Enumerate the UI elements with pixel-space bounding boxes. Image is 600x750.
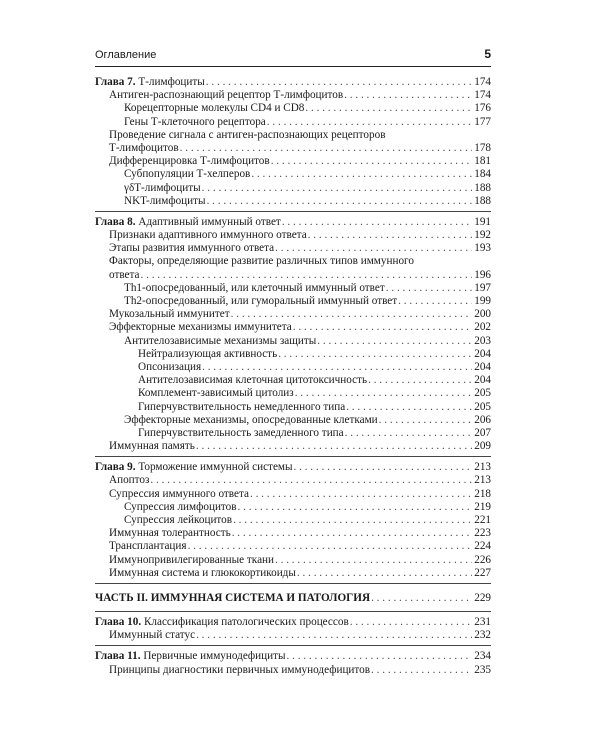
toc-page-number: 199 bbox=[474, 295, 491, 307]
toc-entry-title: Антиген-распознающий рецептор Т-лимфоцитов bbox=[109, 89, 344, 102]
toc-entry[interactable] bbox=[95, 527, 491, 540]
dot-leader bbox=[295, 387, 472, 400]
dot-leader bbox=[346, 401, 472, 414]
table-of-contents bbox=[95, 76, 491, 684]
dot-leader bbox=[317, 335, 472, 348]
dot-leader bbox=[386, 282, 472, 295]
toc-entry[interactable] bbox=[95, 116, 491, 129]
toc-page-number: 213 bbox=[474, 461, 491, 474]
dot-leader bbox=[282, 216, 472, 229]
toc-page-number: 223 bbox=[474, 527, 491, 540]
toc-entry-label bbox=[138, 361, 201, 374]
toc-entry-title: Т-лимфоциты bbox=[138, 76, 205, 88]
toc-page-number: 218 bbox=[474, 487, 491, 500]
dot-leader bbox=[196, 629, 472, 642]
toc-section bbox=[95, 588, 491, 612]
chapter-prefix: Глава 8. bbox=[95, 215, 136, 228]
toc-section bbox=[95, 616, 491, 646]
toc-entry[interactable] bbox=[95, 567, 491, 580]
toc-entry-title: Иммунная толерантность bbox=[109, 527, 231, 540]
dot-leader bbox=[368, 374, 472, 387]
toc-entry-title: Дифференцировка Т-лимфоцитов bbox=[109, 155, 270, 168]
dot-leader bbox=[350, 616, 472, 629]
toc-page-number: 209 bbox=[474, 440, 491, 453]
header-rule bbox=[95, 66, 491, 67]
toc-entry-title: Т-лимфоцитов bbox=[109, 141, 179, 154]
toc-entry-label bbox=[109, 474, 149, 487]
toc-entry[interactable] bbox=[95, 488, 491, 501]
toc-page-number: 219 bbox=[474, 500, 491, 513]
toc-entry-text-line: Факторы, определяющие развитие различных типов иммунного bbox=[109, 255, 414, 268]
toc-entry-label bbox=[109, 269, 140, 282]
toc-chapter-entry[interactable] bbox=[95, 650, 491, 663]
toc-entry[interactable] bbox=[95, 229, 491, 242]
toc-page-number: 235 bbox=[474, 663, 491, 676]
toc-entry-label bbox=[109, 664, 370, 677]
dot-leader bbox=[271, 155, 472, 168]
toc-entry[interactable] bbox=[95, 282, 491, 295]
toc-entry[interactable] bbox=[95, 664, 491, 677]
toc-entry-label bbox=[124, 295, 397, 308]
toc-entry[interactable] bbox=[95, 195, 491, 208]
header-title: Оглавление bbox=[95, 49, 157, 61]
toc-page-number: 200 bbox=[474, 308, 491, 321]
toc-page-number: 178 bbox=[474, 141, 491, 154]
toc-entry-label bbox=[124, 102, 304, 115]
toc-page-number: 231 bbox=[474, 615, 491, 628]
toc-entry-title: Гиперчувствительность замедленного типа bbox=[138, 426, 344, 439]
toc-page-number: 193 bbox=[474, 242, 491, 255]
toc-entry-label bbox=[124, 168, 250, 181]
chapter-prefix: Глава 11. bbox=[95, 650, 141, 663]
toc-chapter-entry[interactable] bbox=[95, 216, 491, 229]
dot-leader bbox=[294, 461, 472, 474]
dot-leader bbox=[196, 440, 472, 453]
toc-page-number: 206 bbox=[474, 413, 491, 426]
toc-entry-title: Супрессия лимфоцитов bbox=[124, 500, 237, 513]
toc-page-number: 205 bbox=[474, 387, 491, 400]
toc-page-number: 174 bbox=[474, 89, 491, 102]
dot-leader bbox=[238, 501, 472, 514]
toc-entry[interactable] bbox=[95, 102, 491, 115]
toc-entry-title: Принципы диагностики первичных иммунодефицитов bbox=[109, 663, 371, 676]
toc-entry-label bbox=[109, 440, 195, 453]
toc-entry-title: Иммунный статус bbox=[109, 629, 196, 642]
chapter-prefix: Глава 10. bbox=[95, 615, 142, 628]
dot-leader bbox=[278, 348, 472, 361]
toc-entry[interactable] bbox=[95, 308, 491, 321]
toc-entry-label bbox=[124, 116, 266, 129]
toc-entry-label bbox=[109, 540, 187, 553]
toc-entry-label bbox=[109, 527, 231, 540]
toc-chapter-entry[interactable] bbox=[95, 76, 491, 89]
toc-entry-title: Классификация патологических процессов bbox=[143, 615, 349, 628]
dot-leader bbox=[233, 514, 472, 527]
toc-entry-label bbox=[95, 76, 205, 89]
toc-entry[interactable] bbox=[95, 427, 491, 440]
toc-entry-label bbox=[124, 514, 232, 527]
toc-section bbox=[95, 461, 491, 584]
dot-leader bbox=[297, 567, 472, 580]
toc-entry-title: Гены Т-клеточного рецептора bbox=[124, 115, 266, 128]
toc-entry-label bbox=[124, 335, 316, 348]
toc-entry-title: Торможение иммунной системы bbox=[138, 461, 293, 474]
dot-leader bbox=[250, 488, 472, 501]
dot-leader bbox=[141, 269, 472, 282]
toc-page-number: 221 bbox=[474, 514, 491, 526]
dot-leader bbox=[275, 242, 472, 255]
toc-page-number: 188 bbox=[474, 181, 491, 194]
toc-entry-title: Корецепторные молекулы CD4 и CD8 bbox=[124, 102, 305, 115]
toc-entry[interactable] bbox=[95, 540, 491, 553]
toc-entry-label bbox=[138, 427, 344, 440]
toc-entry-label bbox=[124, 414, 378, 427]
toc-entry[interactable] bbox=[95, 474, 491, 487]
toc-section bbox=[95, 650, 491, 679]
toc-entry-label bbox=[138, 374, 367, 387]
toc-entry-label bbox=[95, 461, 293, 474]
toc-entry[interactable] bbox=[95, 401, 491, 414]
toc-page-number: 224 bbox=[474, 540, 491, 553]
toc-entry[interactable] bbox=[95, 295, 491, 308]
toc-entry-title: Эффекторные механизмы иммунитета bbox=[109, 321, 292, 334]
toc-page-number: 203 bbox=[474, 334, 491, 347]
toc-page-number: 226 bbox=[474, 553, 491, 566]
toc-entry-title: Мукозальный иммунитет bbox=[109, 308, 230, 321]
toc-page-number: 176 bbox=[474, 102, 491, 115]
dot-leader bbox=[287, 650, 472, 663]
dot-leader bbox=[398, 295, 472, 308]
toc-entry-title: Признаки адаптивного иммунного ответа bbox=[109, 229, 307, 242]
toc-entry-label bbox=[109, 554, 274, 567]
toc-page-number: 184 bbox=[474, 168, 491, 181]
toc-entry-label bbox=[109, 89, 343, 102]
toc-page-number: 197 bbox=[474, 281, 491, 294]
toc-entry[interactable] bbox=[95, 440, 491, 453]
dot-leader bbox=[202, 361, 472, 374]
dot-leader bbox=[344, 89, 472, 102]
toc-entry-label bbox=[109, 567, 296, 580]
toc-entry-label bbox=[109, 229, 307, 242]
toc-entry-title: Нейтрализующая активность bbox=[138, 347, 278, 360]
toc-entry[interactable] bbox=[95, 89, 491, 102]
toc-part-entry[interactable] bbox=[95, 588, 491, 608]
dot-leader bbox=[379, 414, 472, 427]
toc-entry-title: Th2-опосредованный, или гуморальный иммунный ответ bbox=[124, 295, 398, 307]
toc-page-number: 181 bbox=[474, 155, 491, 168]
dot-leader bbox=[207, 195, 472, 208]
toc-entry-title: Адаптивный иммунный ответ bbox=[138, 215, 281, 228]
toc-entry-title: Этапы развития иммунного ответа bbox=[109, 242, 275, 255]
toc-entry-title: Антителозависимые механизмы защиты bbox=[124, 334, 317, 347]
toc-entry-label bbox=[138, 401, 345, 414]
toc-entry[interactable] bbox=[95, 414, 491, 427]
toc-entry-label bbox=[124, 195, 206, 208]
toc-entry-label bbox=[124, 501, 237, 514]
toc-entry-title: Иммунная память bbox=[109, 440, 195, 453]
toc-entry-title: Иммунопривилегированные ткани bbox=[109, 553, 275, 566]
toc-page-number: 188 bbox=[474, 194, 491, 207]
toc-entry-label bbox=[95, 588, 370, 608]
toc-entry-title: Гиперчувствительность немедленного типа bbox=[138, 400, 346, 413]
toc-entry-title: ЧАСТЬ II. ИММУННАЯ СИСТЕМА И ПАТОЛОГИЯ bbox=[95, 591, 371, 604]
toc-page-number: 196 bbox=[474, 268, 491, 281]
toc-entry-title: Супрессия лейкоцитов bbox=[124, 514, 233, 526]
toc-page-number: 229 bbox=[474, 591, 491, 604]
toc-page-number: 207 bbox=[474, 426, 491, 439]
toc-entry-title: Опсонизация bbox=[138, 360, 202, 373]
header-page-number: 5 bbox=[484, 47, 491, 61]
toc-entry-title: Субпопуляции Т-хелперов bbox=[124, 168, 251, 181]
toc-page-number: 174 bbox=[474, 76, 491, 88]
toc-entry-title: γδТ-лимфоциты bbox=[124, 181, 201, 194]
toc-chapter-entry[interactable] bbox=[95, 616, 491, 629]
toc-page-number: 232 bbox=[474, 629, 491, 642]
toc-entry-label bbox=[109, 488, 249, 501]
running-header bbox=[95, 47, 491, 65]
dot-leader bbox=[251, 168, 472, 181]
toc-entry-title: ответа bbox=[109, 268, 140, 281]
toc-entry-label bbox=[109, 142, 179, 155]
toc-entry[interactable] bbox=[95, 361, 491, 374]
toc-entry[interactable] bbox=[95, 335, 491, 348]
toc-entry[interactable] bbox=[95, 629, 491, 642]
dot-leader bbox=[231, 308, 472, 321]
toc-entry-title: Th1-опосредованный, или клеточный иммунный ответ bbox=[124, 281, 385, 294]
dot-leader bbox=[371, 588, 472, 608]
toc-entry-label bbox=[138, 387, 294, 400]
toc-entry-title: Иммунная система и глюкокортикоиды bbox=[109, 566, 296, 579]
toc-entry[interactable] bbox=[95, 168, 491, 181]
toc-entry[interactable] bbox=[95, 554, 491, 567]
toc-entry[interactable] bbox=[95, 348, 491, 361]
dot-leader bbox=[180, 142, 472, 155]
toc-entry-label bbox=[138, 348, 277, 361]
toc-entry-title: Трансплантация bbox=[109, 540, 187, 553]
toc-entry-label bbox=[95, 650, 286, 663]
toc-section bbox=[95, 216, 491, 457]
toc-page-number: 204 bbox=[474, 374, 491, 387]
toc-entry-label bbox=[109, 242, 274, 255]
toc-page-number: 192 bbox=[474, 229, 491, 242]
toc-entry-title: Апоптоз bbox=[109, 474, 150, 487]
toc-page-number: 234 bbox=[474, 650, 491, 663]
toc-entry[interactable] bbox=[95, 269, 491, 282]
toc-entry-title: Супрессия иммунного ответа bbox=[109, 487, 249, 500]
dot-leader bbox=[371, 664, 472, 677]
toc-entry-label bbox=[109, 629, 195, 642]
dot-leader bbox=[345, 427, 472, 440]
dot-leader bbox=[206, 76, 472, 89]
toc-entry-title: Первичные иммунодефициты bbox=[143, 650, 286, 663]
toc-page-number: 204 bbox=[474, 360, 491, 373]
toc-page-number: 204 bbox=[474, 347, 491, 360]
dot-leader bbox=[308, 229, 472, 242]
dot-leader bbox=[305, 102, 472, 115]
toc-entry-label bbox=[95, 616, 349, 629]
toc-entry-label bbox=[109, 155, 270, 168]
toc-page-number: 227 bbox=[474, 566, 491, 579]
toc-entry[interactable] bbox=[95, 501, 491, 514]
toc-entry-label bbox=[109, 321, 292, 334]
toc-chapter-entry[interactable] bbox=[95, 461, 491, 474]
toc-entry-title: Комплемент-зависимый цитолиз bbox=[138, 387, 294, 400]
toc-entry-label bbox=[124, 282, 385, 295]
toc-entry[interactable] bbox=[95, 242, 491, 255]
toc-entry-title: Антителозависимая клеточная цитотоксичность bbox=[138, 374, 368, 387]
dot-leader bbox=[293, 321, 472, 334]
toc-section bbox=[95, 76, 491, 212]
toc-entry-title: NKT-лимфоциты bbox=[124, 194, 206, 207]
toc-page-number: 202 bbox=[474, 321, 491, 334]
toc-entry[interactable] bbox=[95, 374, 491, 387]
toc-page-number: 191 bbox=[474, 215, 491, 228]
chapter-prefix: Глава 7. bbox=[95, 76, 136, 88]
dot-leader bbox=[232, 527, 472, 540]
dot-leader bbox=[150, 474, 472, 487]
toc-entry-label bbox=[95, 216, 281, 229]
dot-leader bbox=[188, 540, 472, 553]
toc-entry-label bbox=[109, 308, 230, 321]
toc-entry[interactable] bbox=[95, 182, 491, 195]
toc-entry[interactable] bbox=[95, 142, 491, 155]
dot-leader bbox=[267, 116, 472, 129]
toc-page-number: 177 bbox=[474, 115, 491, 128]
dot-leader bbox=[202, 182, 472, 195]
toc-entry-text-line: Проведение сигнала с антиген-распознающих рецепторов bbox=[109, 128, 386, 141]
toc-entry-title: Эффекторные механизмы, опосредованные клетками bbox=[124, 413, 378, 426]
toc-entry[interactable] bbox=[95, 321, 491, 334]
toc-page-number: 205 bbox=[474, 400, 491, 413]
toc-entry[interactable] bbox=[95, 387, 491, 400]
dot-leader bbox=[275, 554, 472, 567]
toc-entry-label bbox=[124, 182, 201, 195]
toc-page-number: 213 bbox=[474, 474, 491, 487]
chapter-prefix: Глава 9. bbox=[95, 461, 136, 474]
toc-entry[interactable] bbox=[95, 155, 491, 168]
toc-entry[interactable] bbox=[95, 514, 491, 527]
